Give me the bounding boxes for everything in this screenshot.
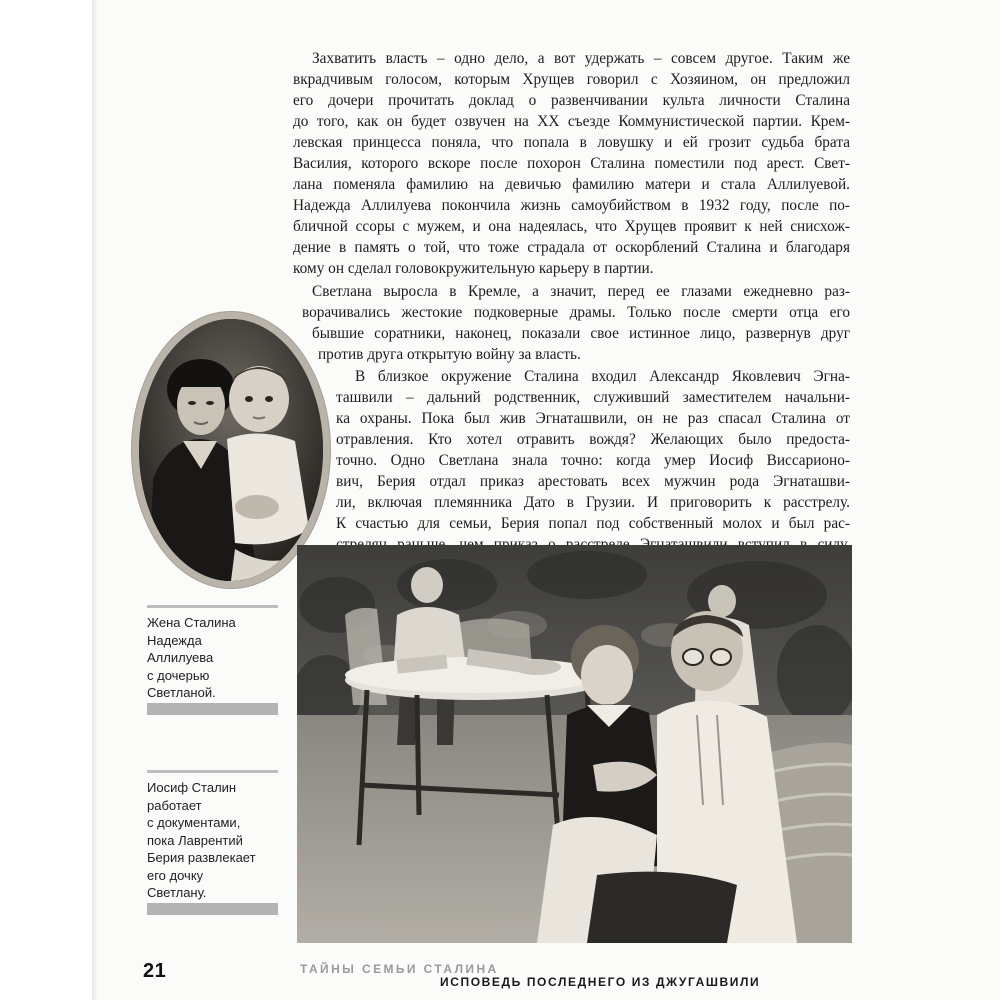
body-line: бывшие соратники, наконец, показали свое истинное лицо, развернув друг bbox=[312, 325, 850, 342]
caption-line: Светланой. bbox=[147, 685, 216, 700]
body-line: Захватить власть – одно дело, а вот удержать – совсем другое. Таким же bbox=[312, 50, 850, 67]
caption-line: с дочерью bbox=[147, 667, 210, 683]
caption-garden-photo bbox=[147, 779, 297, 902]
garden-photo bbox=[297, 545, 852, 943]
body-line: против друга открытую войну за власть. bbox=[318, 346, 581, 363]
body-line: кому он сделал головокружительную карьеру в партии. bbox=[293, 260, 654, 277]
portrait-photo-mother-and-daughter bbox=[139, 319, 323, 581]
body-line: вкрадчивым голосом, которым Хрущев говорил с Хозяином, он предложил bbox=[293, 71, 850, 88]
caption-line: Иосиф Сталин bbox=[147, 780, 237, 795]
caption-line: Берия развлекает bbox=[147, 850, 256, 865]
caption-line: пока Лаврентий bbox=[147, 832, 243, 848]
body-line: вич, Берия отдал приказ арестовать всех мужчин рода Эгнаташви- bbox=[336, 473, 850, 490]
caption-line: Аллилуева bbox=[147, 650, 214, 665]
body-line: его дочери прочитать доклад о развенчивании культа личности Сталина bbox=[293, 92, 850, 109]
page-number: 21 bbox=[143, 960, 167, 982]
caption-portrait bbox=[147, 614, 297, 702]
body-line: бличной ссоры с мужем, и она надеялась, что Хрущев проявит к ней снисхож- bbox=[293, 218, 850, 235]
body-line: до того, как он будет озвучен на XX съезде Коммунистической партии. Крем- bbox=[293, 113, 850, 130]
caption-line: Надежда bbox=[147, 632, 202, 648]
body-line: отравления. Кто хотел отравить вождя? Желающих было предоста- bbox=[336, 431, 850, 448]
body-line: В близкое окружение Сталина входил Александр Яковлевич Эгна- bbox=[355, 368, 850, 385]
body-line: ташвили – дальний родственник, служивший заместителем начальни- bbox=[336, 389, 850, 406]
caption-divider-top bbox=[147, 770, 278, 773]
running-head: ТАЙНЫ СЕМЬИ СТАЛИНА bbox=[300, 962, 499, 976]
body-line: Надежда Аллилуева покончила жизнь самоубийством в 1932 году, после по- bbox=[293, 197, 850, 214]
body-line: ли, включая племянника Дато в Грузии. И приговорить к расстрелу. bbox=[336, 494, 850, 511]
body-line: точно. Одно Светлана знала точно: когда умер Иосиф Виссарионо- bbox=[336, 452, 850, 469]
caption-divider-bottom bbox=[147, 903, 278, 915]
body-line: левская принцесса поняла, что попала в ловушку и ей грозит судьба брата bbox=[293, 134, 850, 151]
caption-line: Жена Сталина bbox=[147, 615, 236, 630]
body-line: ворачивались жестокие подковерные драмы. Только после смерти отца его bbox=[302, 304, 850, 321]
body-line: дение в память о той, что тоже страдала от оскорблений Сталина и благодаря bbox=[293, 239, 850, 256]
caption-divider-bottom bbox=[147, 703, 278, 715]
body-line: ка охраны. Пока был жив Эгнаташвили, он не раз спасал Сталина от bbox=[336, 410, 850, 427]
body-line: Василия, которого вскоре после похорон Сталина поместили под арест. Свет- bbox=[293, 155, 850, 172]
caption-line: его дочку bbox=[147, 867, 204, 883]
body-line: лана поменяла фамилию на девичью фамилию матери и стала Аллилуевой. bbox=[293, 176, 850, 193]
body-line: Светлана выросла в Кремле, а значит, перед ее глазами ежедневно раз- bbox=[312, 283, 850, 300]
caption-line: с документами, bbox=[147, 815, 241, 830]
caption-line: Светлану. bbox=[147, 885, 207, 900]
body-line: К счастью для семьи, Берия попал под собственный молох и был рас- bbox=[336, 515, 850, 532]
running-subhead: ИСПОВЕДЬ ПОСЛЕДНЕГО ИЗ ДЖУГАШВИЛИ bbox=[440, 975, 761, 989]
caption-line: работает bbox=[147, 797, 202, 813]
caption-divider-top bbox=[147, 605, 278, 608]
